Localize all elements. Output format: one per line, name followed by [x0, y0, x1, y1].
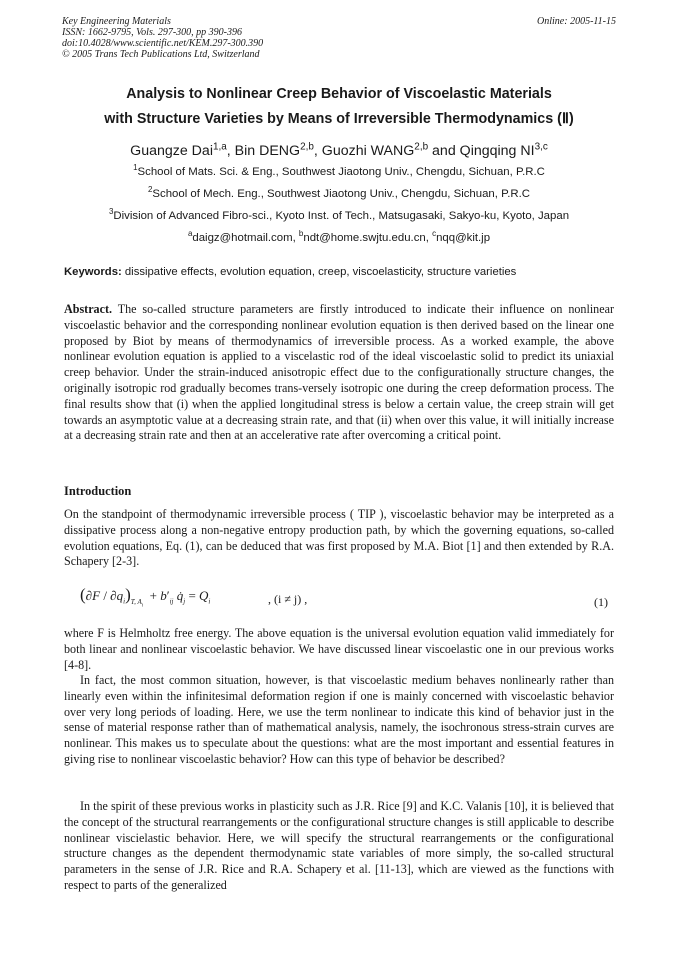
intro-paragraph-1: On the standpoint of thermodynamic irreversible process ( TIP ), viscoelastic behavior may be interpreted as a dissipative process along a non-negative entropy production path, by which the governing equations, so-called evolution equations, Eq. (1), can be deduced that was first proposed by M.A. Biot [1] and then extended by R.A. Schapery [2-3].: [64, 507, 614, 569]
issn-line: ISSN: 1662-9795, Vols. 297-300, pp 390-396: [62, 27, 242, 38]
intro-paragraph-2: where F is Helmholtz free energy. The above equation is the universal evolution equation valid immediately for both linear and nonlinear viscoelastic behavior. We have discussed linear viscoelastic one in our previous works [4-8].: [64, 626, 614, 672]
equation-number: (1): [594, 595, 608, 609]
email-sup: c: [432, 229, 437, 239]
affiliation-3: [30, 209, 648, 223]
affiliation-sup: 3: [108, 207, 114, 217]
affiliation-text: School of Mats. Sci. & Eng., Southwest Jiaotong Univ., Chengdu, Sichuan, P.R.C: [137, 166, 545, 178]
email-sep: ,: [425, 232, 433, 244]
author-name: Guangze Dai: [130, 143, 213, 159]
author-sep: and: [428, 143, 460, 159]
title-line-1: Analysis to Nonlinear Creep Behavior of Viscoelastic Materials: [126, 86, 552, 102]
journal-name: Key Engineering Materials: [62, 16, 171, 27]
email-link[interactable]: daigz@hotmail.com: [192, 232, 293, 244]
copyright-line: © 2005 Trans Tech Publications Ltd, Switzerland: [62, 49, 260, 60]
keywords-label: Keywords:: [64, 266, 122, 278]
email-link[interactable]: ndt@home.swjtu.edu.cn: [303, 232, 426, 244]
author-sep: ,: [313, 143, 322, 159]
email-sup: a: [187, 229, 193, 239]
abstract-label: Abstract.: [64, 302, 113, 316]
affiliation-text: Division of Advanced Fibro-sci., Kyoto Inst. of Tech., Matsugasaki, Sakyo-ku, Kyoto, Japan: [113, 210, 570, 222]
email-sup: b: [298, 229, 304, 239]
author-name: Guozhi WANG: [321, 143, 415, 159]
equation-condition: , (i ≠ j) ,: [268, 592, 308, 606]
equation-expression: $(\partial F / \partial q_i)_{T, A_i} + b'_{ij}$ $q̇_j = Q_i$: [80, 585, 211, 608]
affiliation-2: [30, 187, 648, 201]
online-date: Online: 2005-11-15: [537, 16, 616, 27]
abstract: [64, 302, 614, 444]
affiliation-sup: 1: [133, 163, 138, 173]
intro-paragraph-4: In the spirit of these previous works in plasticity such as J.R. Rice [9] and K.C. Valanis [10], it is believed that the concept of the structural rearrangements or the configurational structure changes is still applicable to describe nonlinear viscielastic behavior. Here, we will specify the structural rearrangements or the configurational structure changes as the dependent thermodynamic state variables of more simply, the so-called structural parameters in the sense of J.R. Rice and R.A. Schapery et al. [11-13], which are viewed as the functions with respect to parts of the generalized: [64, 799, 614, 892]
affiliation-sup: 2: [147, 185, 153, 195]
keywords-text: dissipative effects, evolution equation, creep, viscoelasticity, structure varieties: [121, 266, 517, 278]
affiliation-1: [30, 165, 648, 179]
section-heading-introduction: Introduction: [64, 484, 132, 498]
email-list: [30, 231, 648, 245]
paper-title: [40, 82, 638, 132]
doi-line: doi:10.4028/www.scientific.net/KEM.297-300.390: [62, 38, 264, 49]
intro-paragraph-3: In fact, the most common situation, however, is that viscoelastic medium behaves nonlinearly rather than linearly even within the infinitesimal deformation region if one is mainly concerned with viscoelastic behavior over very long periods of loading. Here, we use the term nonlinear to indicate this kind of behavior just in the sense of material response rather than of mathematical analysis, namely, the isochronous stress-strain curves are nonlinear. This makes us to speculate about the questions: what are the most important and essential features in giving rise to nonlinear viscoelastic behavior? How can this type of behavior be described?: [64, 673, 614, 766]
author-sup: 3,c: [534, 141, 548, 153]
email-sep: ,: [292, 232, 299, 244]
author-sup: 2,b: [414, 141, 429, 153]
author-sup: 1,a: [212, 141, 227, 153]
title-line-2: with Structure Varieties by Means of Irreversible Thermodynamics (Ⅱ): [104, 111, 574, 127]
affiliation-text: School of Mech. Eng., Southwest Jiaotong Univ., Chengdu, Sichuan, P.R.C: [152, 188, 531, 200]
journal-header: [62, 16, 616, 60]
author-name: Bin DENG: [234, 143, 301, 159]
author-list: [40, 141, 638, 161]
equation-1: [80, 585, 614, 609]
author-name: Qingqing NI: [459, 143, 535, 159]
keywords: [64, 265, 624, 279]
author-sep: ,: [226, 143, 235, 159]
abstract-text: The so-called structure parameters are firstly introduced to indicate their influence on nonlinear viscoelastic behavior and the corresponding nonlinear evolution equation is then derived based on the linear one proposed by Biot by means of thermodynamics of irreversible process. As a worked example, the above nonlinear evolution equation is applied to a viscelastic rod of the ideal viscoelastic solid to predict its uniaxial creep behavior. Under the strain-induced anisotropic effect due to the configurationally structure changes, the originally isotropic rod gradually becomes trans-versely isotropic one during the creep deformation process. The final results show that (i) when the applied longitudinal stress is below a certain value, the creep strain will get towards an asymptotic value at a decreasing strain rate, and that (ii) when over this value, it will initially increase at a decreasing strain rate and then at an accelerative rate after overcoming a critical point.: [64, 302, 614, 443]
email-link[interactable]: nqq@kit.jp: [436, 232, 491, 244]
author-sup: 2,b: [300, 141, 314, 153]
